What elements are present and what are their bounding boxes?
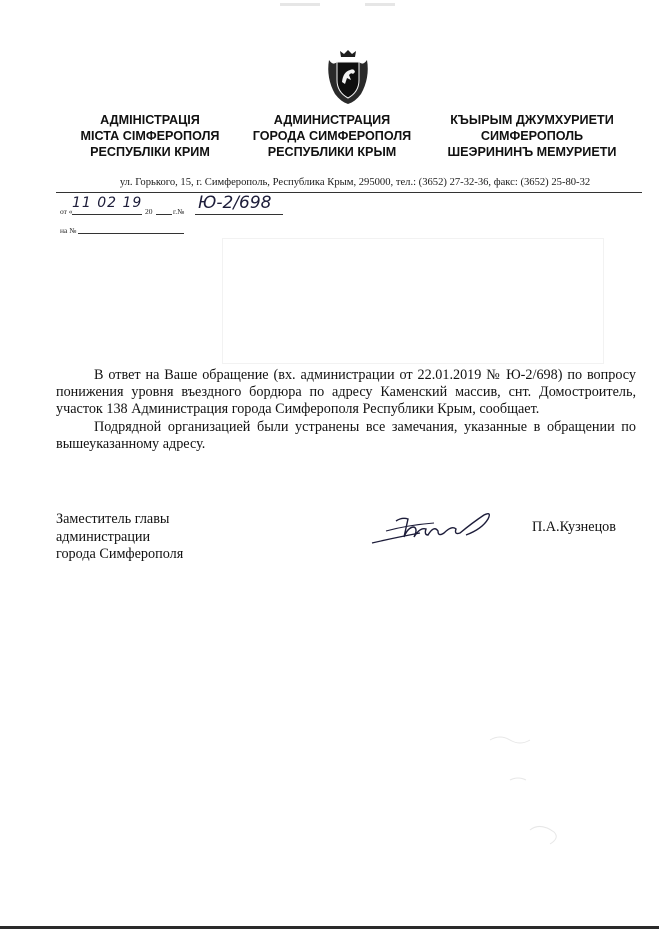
body-paragraph-2: Подрядной организацией были устранены все замечания, указанные в обращении по вышеуказанному адресу. [56,418,636,452]
scan-bottom-edge [0,926,659,929]
number-underline [195,214,283,215]
reply-prefix: на № [60,226,77,235]
bleed-through-marks [470,700,630,870]
crimea-coat-of-arms-icon [323,48,373,106]
address-line: ул. Горького, 15, г. Симферополь, Республика Крым, 295000, тел.: (3652) 27-32-36, факс: (3652) 25-80-32 [119,177,591,188]
number-prefix: г.№ [173,207,185,216]
header-russian: АДМИНИСТРАЦИЯ ГОРОДА СИМФЕРОПОЛЯ РЕСПУБЛИКИ КРЫМ [252,113,412,159]
header-crimean-tatar: КЪЫРЫМ ДЖУМХУРИЕТИ СИМФЕРОПОЛЬ ШЕЭРИНИНЪ МЕМУРИЕТИ [447,113,617,159]
body-paragraph-1: В ответ на Ваше обращение (вх. администрации от 22.01.2019 № Ю-2/698) по вопросу понижения уровня въездного бордюра по адресу Каменский массив, снт. Домостроитель, участок 138 Администрация города Симферополя Республики Крым, сообщает. [56,367,636,418]
header-ukrainian: АДМІНІСТРАЦІЯ МІСТА СІМФЕРОПОЛЯ РЕСПУБЛІКИ КРИМ [80,113,220,159]
handwritten-signature [368,503,498,549]
letter-body [56,367,636,453]
signatory-title: Заместитель главы администрации города Симферополя [56,511,184,562]
address-divider [56,192,642,193]
year-prefix: 20 [145,207,153,216]
date-handwritten: 11 02 19 [72,195,143,211]
signatory-name: П.А.Кузнецов [532,519,616,535]
date-underline [72,214,142,215]
date-prefix: от « [60,207,73,216]
year-underline [156,214,172,215]
reply-underline [78,233,184,234]
redacted-addressee [223,239,603,363]
number-handwritten: Ю-2/698 [198,193,272,213]
scan-artifact [225,2,425,8]
